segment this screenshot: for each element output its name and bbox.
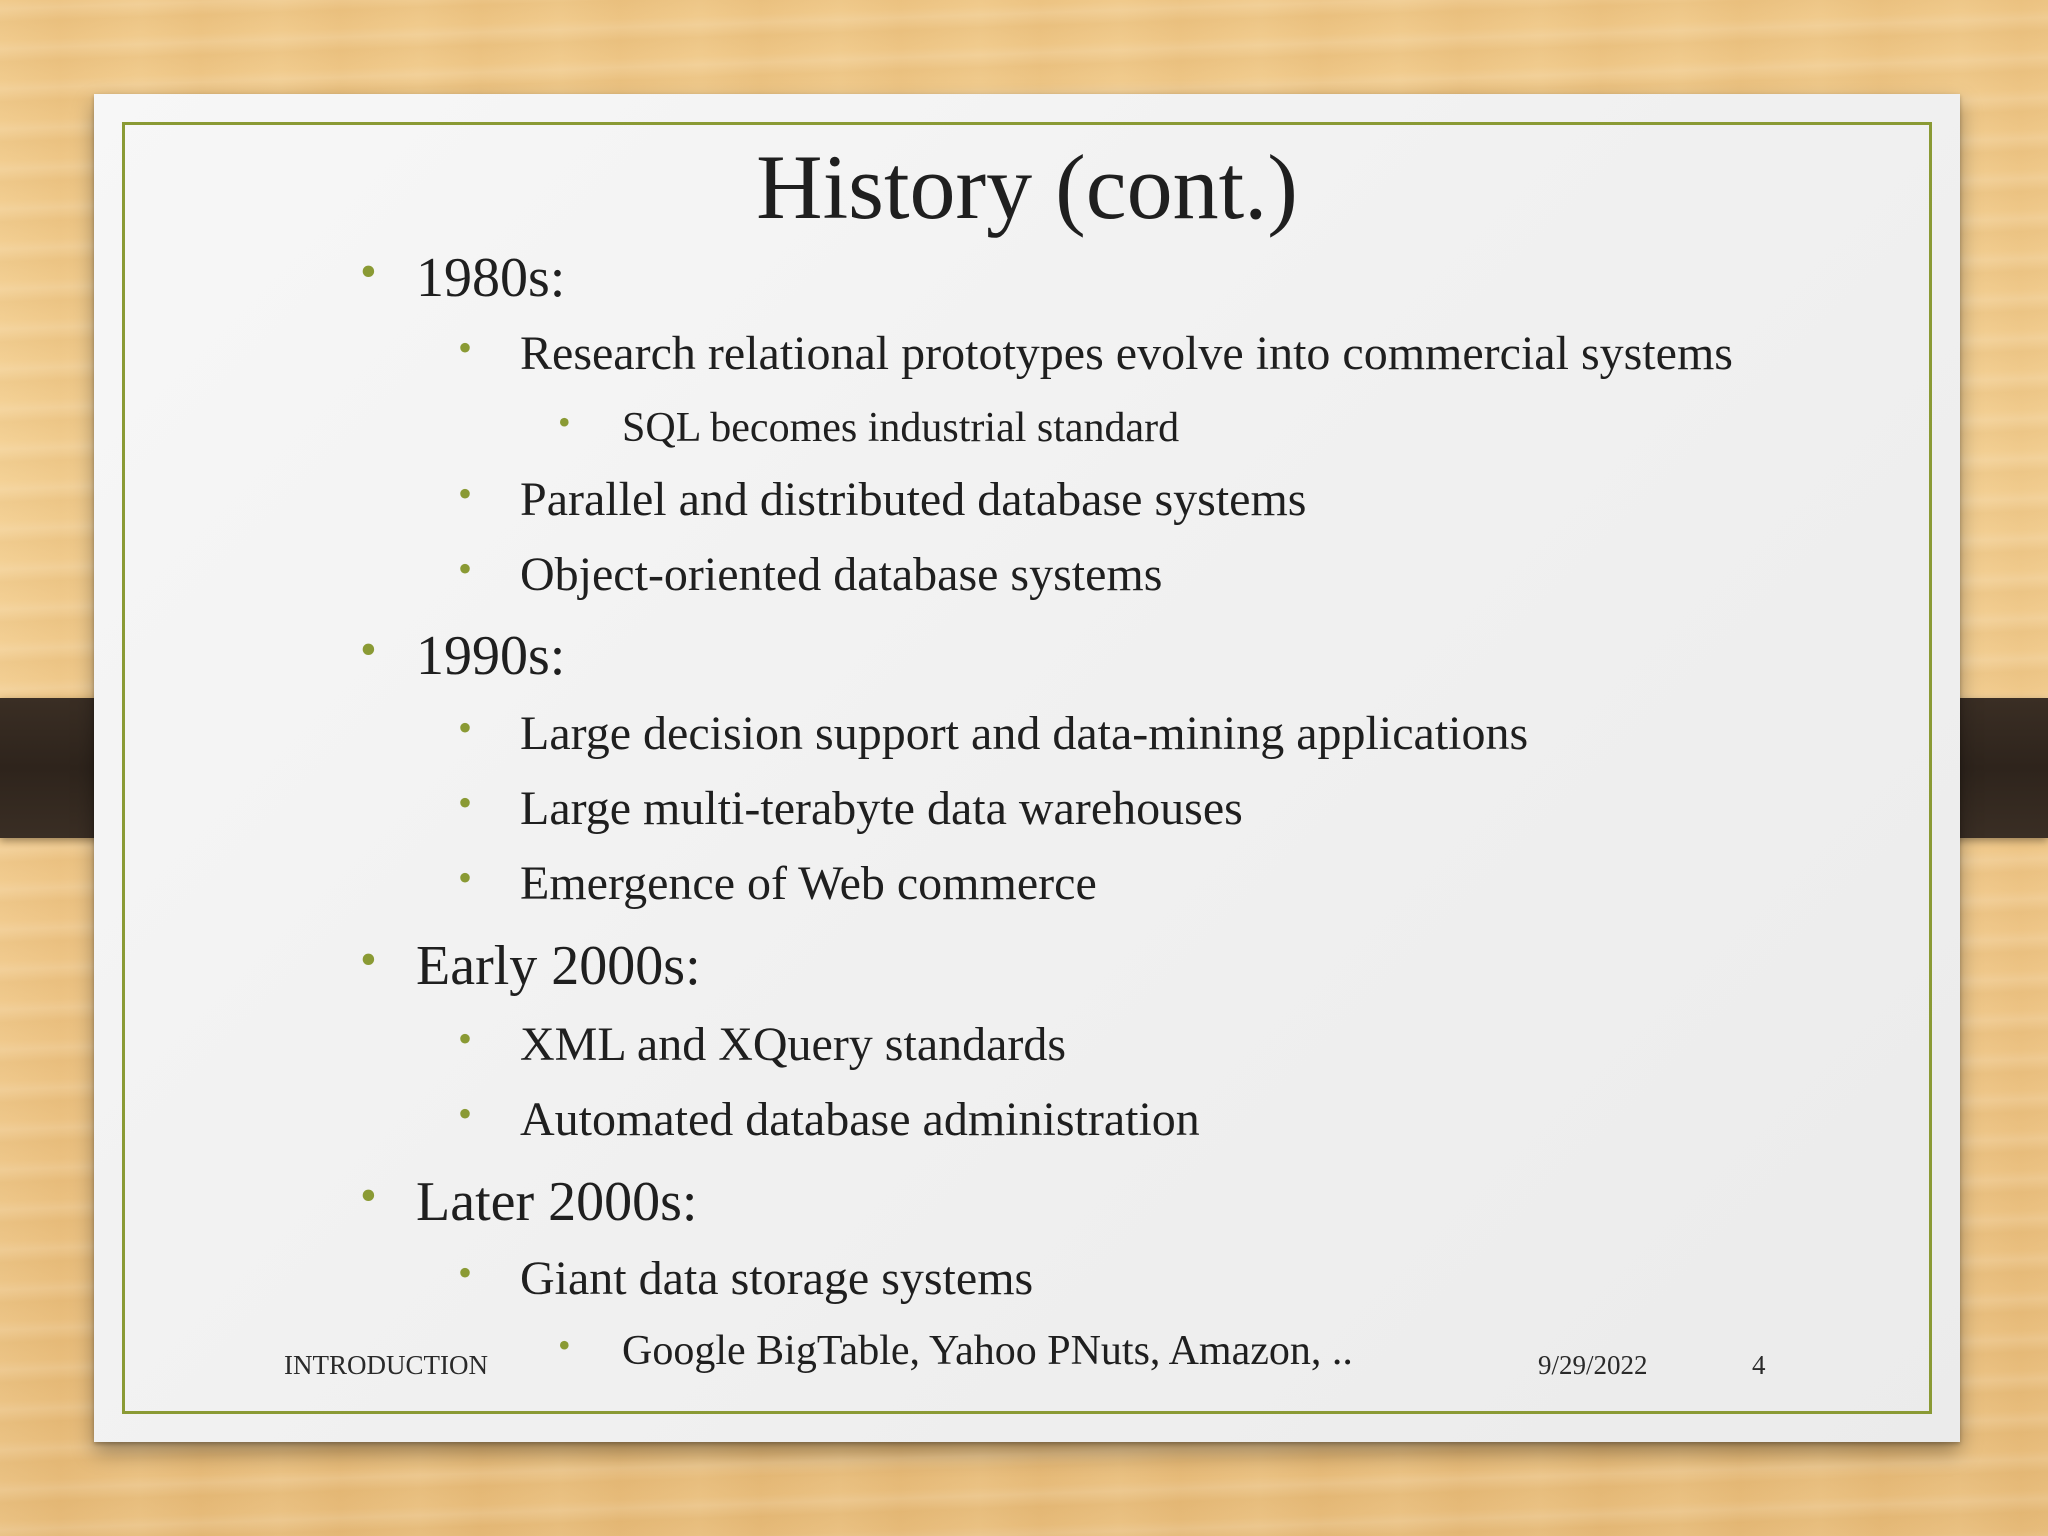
bullet-dot-icon: • [458, 1091, 473, 1136]
footer-section-label: INTRODUCTION [284, 1350, 488, 1380]
bullet-decision-support: • Large decision support and data-mining applications [520, 706, 1528, 762]
bullet-dot-icon: • [558, 402, 571, 442]
bullet-dot-icon: • [458, 471, 473, 516]
bullet-sql-standard: • SQL becomes industrial standard [622, 403, 1179, 453]
bullet-dot-icon: • [458, 1016, 473, 1061]
bullet-dot-icon: • [558, 1325, 571, 1365]
bullet-automated-admin: • Automated database administration [520, 1092, 1200, 1148]
bullet-object-oriented: • Object-oriented database systems [520, 547, 1162, 603]
bullet-dot-icon: • [458, 855, 473, 900]
bullet-dot-icon: • [360, 623, 377, 676]
bullet-early-2000s: • Early 2000s: [416, 934, 701, 998]
footer-date: 9/29/2022 [1538, 1350, 1648, 1380]
bullet-data-warehouses: • Large multi-terabyte data warehouses [520, 781, 1243, 837]
bullet-web-commerce: • Emergence of Web commerce [520, 856, 1097, 912]
bullet-xml-xquery: • XML and XQuery standards [520, 1017, 1066, 1073]
bullet-1990s: • 1990s: [416, 624, 565, 688]
footer-page-number: 4 [1752, 1350, 1766, 1380]
bullet-dot-icon: • [458, 546, 473, 591]
bullet-parallel-distributed: • Parallel and distributed database systems [520, 472, 1306, 528]
slide-title: History (cont.) [756, 136, 1298, 238]
bullet-google-bigtable: • Google BigTable, Yahoo PNuts, Amazon, .. [622, 1326, 1353, 1376]
bullet-dot-icon: • [458, 705, 473, 750]
bullet-research-relational: • Research relational prototypes evolve into commercial systems [520, 326, 1733, 382]
bullet-dot-icon: • [458, 325, 473, 370]
bullet-dot-icon: • [458, 1250, 473, 1295]
slide [94, 94, 1960, 1442]
bullet-dot-icon: • [458, 780, 473, 825]
bullet-dot-icon: • [360, 245, 377, 298]
bullet-later-2000s: • Later 2000s: [416, 1170, 697, 1234]
bullet-dot-icon: • [360, 1169, 377, 1222]
bullet-dot-icon: • [360, 933, 377, 986]
bullet-list [94, 94, 1960, 1442]
bullet-giant-storage: • Giant data storage systems [520, 1251, 1033, 1307]
bullet-1980s: • 1980s: [416, 246, 565, 310]
